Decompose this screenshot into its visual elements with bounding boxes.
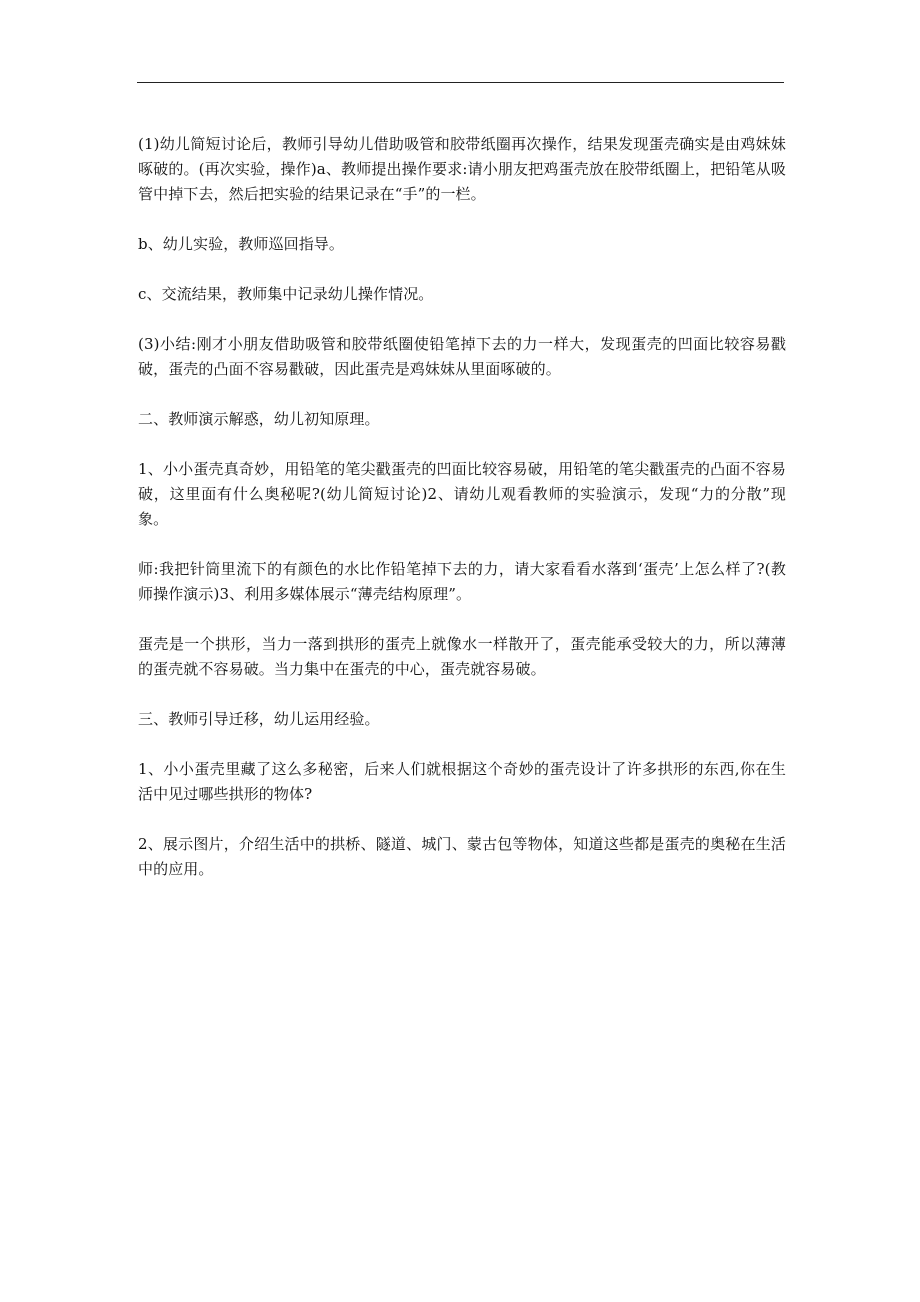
paragraph-eggshell-mystery: 1、小小蛋壳真奇妙，用铅笔的笔尖戳蛋壳的凹面比较容易破，用铅笔的笔尖戳蛋壳的凸面不容易破，这里面有什么奥秘呢?(幼儿简短讨论)2、请幼儿观看教师的实验演示，发现“力的分散”现象。 xyxy=(138,460,786,528)
header-rule xyxy=(137,82,784,83)
paragraph-share-results: c、交流结果，教师集中记录幼儿操作情况。 xyxy=(138,285,434,303)
paragraph-arch-principle: 蛋壳是一个拱形，当力一落到拱形的蛋壳上就像水一样散开了，蛋壳能承受较大的力，所以薄薄的蛋壳就不容易破。当力集中在蛋壳的中心，蛋壳就容易破。 xyxy=(138,635,786,678)
section-heading-apply-experience: 三、教师引导迁移，幼儿运用经验。 xyxy=(138,710,380,728)
paragraph-retest-procedure: (1)幼儿简短讨论后，教师引导幼儿借助吸管和胶带纸圈再次操作，结果发现蛋壳确实是由鸡妹妹啄破的。(再次实验，操作)a、教师提出操作要求:请小朋友把鸡蛋壳放在胶带纸圈上，把铅笔从吸管中掉下去，然后把实验的结果记录在“手”的一栏。 xyxy=(138,135,786,203)
paragraph-teacher-syringe-demo: 师:我把针筒里流下的有颜色的水比作铅笔掉下去的力，请大家看看水落到‘蛋壳’上怎么样了?(教师操作演示)3、利用多媒体展示“薄壳结构原理”。 xyxy=(138,560,786,603)
paragraph-arch-objects-question: 1、小小蛋壳里藏了这么多秘密，后来人们就根据这个奇妙的蛋壳设计了许多拱形的东西,你在生活中见过哪些拱形的物体? xyxy=(138,760,786,803)
section-heading-teacher-demo: 二、教师演示解惑，幼儿初知原理。 xyxy=(138,410,380,428)
paragraph-children-experiment: b、幼儿实验，教师巡回指导。 xyxy=(138,235,345,253)
document-body xyxy=(138,132,786,907)
paragraph-summary: (3)小结:刚才小朋友借助吸管和胶带纸圈使铅笔掉下去的力一样大，发现蛋壳的凹面比较容易戳破，蛋壳的凸面不容易戳破，因此蛋壳是鸡妹妹从里面啄破的。 xyxy=(138,335,786,378)
paragraph-show-pictures: 2、展示图片，介绍生活中的拱桥、隧道、城门、蒙古包等物体，知道这些都是蛋壳的奥秘在生活中的应用。 xyxy=(138,835,786,878)
